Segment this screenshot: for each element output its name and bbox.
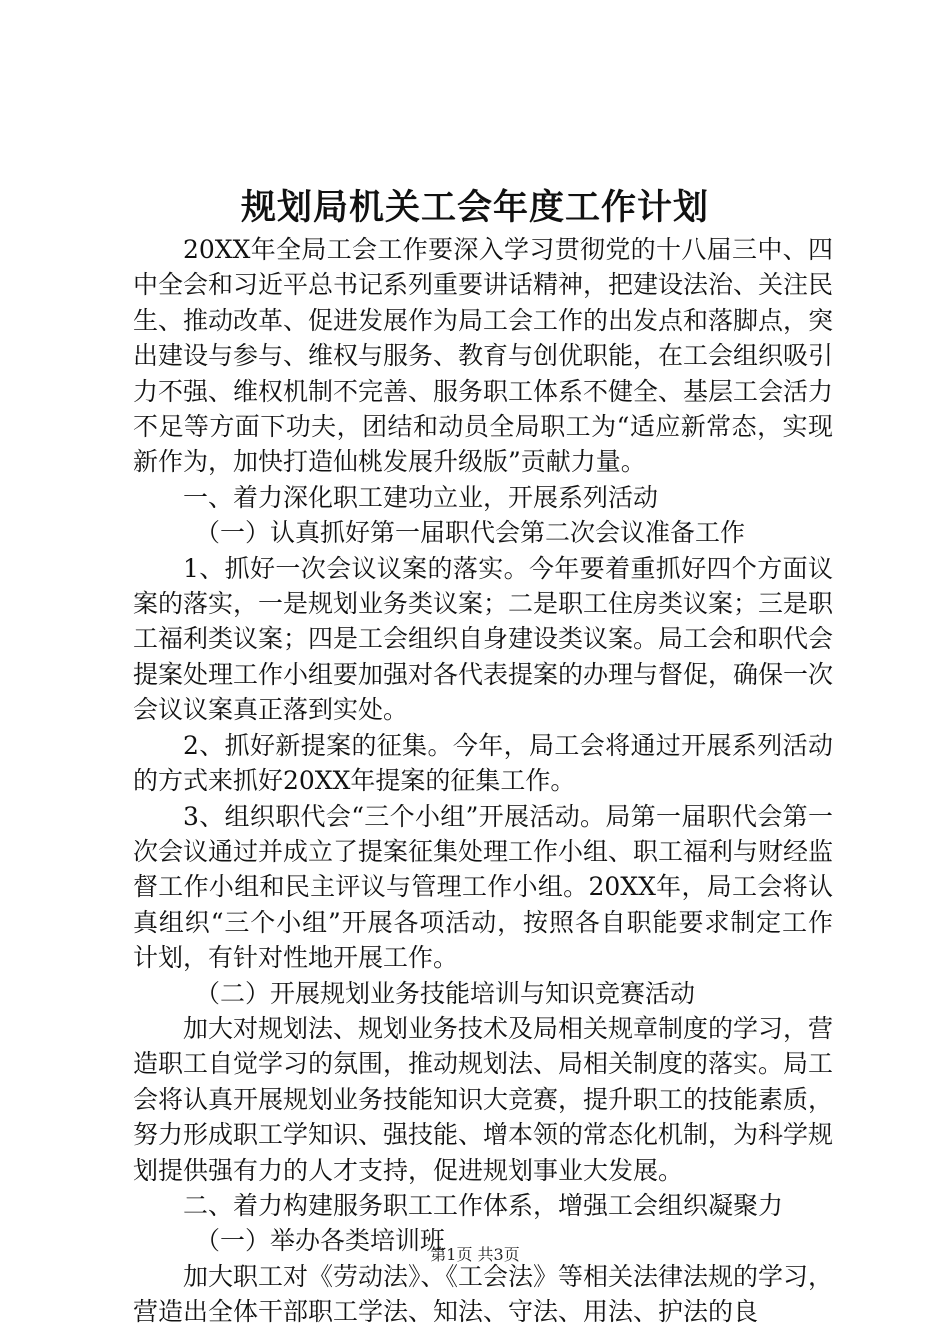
paragraph-item-3: 3、组织职代会“三个小组”开展活动。局第一届职代会第一次会议通过并成立了提案征集处理工作小组、职工福利与财经监督工作小组和民主评议与管理工作小组。20XX年，局工会将认真组织“三个小组”开展各项活动，按照各自职能要求制定工作计划，有针对性地开展工作。: [133, 801, 834, 973]
document-title: 规划局机关工会年度工作计划: [240, 187, 709, 228]
heading-subsection-2-1: （一）举办各类培训班: [195, 1226, 446, 1256]
heading-subsection-1-2: （二）开展规划业务技能培训与知识竞赛活动: [195, 978, 696, 1008]
page-footer: 第1页 共3页: [430, 1245, 520, 1264]
paragraph-intro: 20XX年全局工会工作要深入学习贯彻党的十八届三中、四中全会和习近平总书记系列重要讲话精神，把建设法治、关注民生、推动改革、促进发展作为局工会工作的出发点和落脚点，突出建设与参与、维权与服务、教育与创优职能，在工会组织吸引力不强、维权机制不完善、服务职工体系不健全、基层工会活力不足等方面下功夫，团结和动员全局职工为“适应新常态，实现新作为，加快打造仙桃发展升级版”贡献力量。: [133, 235, 834, 477]
paragraph-training: 加大对规划法、规划业务技术及局相关规章制度的学习，营造职工自觉学习的氛围，推动规划法、局相关制度的落实。局工会将认真开展规划业务技能知识大竞赛，提升职工的技能素质，努力形成职工学知识、强技能、增本领的常态化机制，为科学规划提供强有力的人才支持，促进规划事业大发展。: [133, 1013, 834, 1185]
paragraph-item-2: 2、抓好新提案的征集。今年，局工会将通过开展系列活动的方式来抓好20XX年提案的征集工作。: [133, 730, 833, 796]
paragraph-item-1: 1、抓好一次会议议案的落实。今年要着重抓好四个方面议案的落实，一是规划业务类议案；二是职工住房类议案；三是职工福利类议案；四是工会组织自身建设类议案。局工会和职代会提案处理工作小组要加强对各代表提案的办理与督促，确保一次会议议案真正落到实处。: [133, 553, 834, 725]
paragraph-law-study: 加大职工对《劳动法》、《工会法》等相关法律法规的学习，营造出全体干部职工学法、知法、守法、用法、护法的良: [133, 1261, 834, 1327]
heading-section-2: 二、着力构建服务职工工作体系，增强工会组织凝聚力: [183, 1190, 784, 1220]
heading-subsection-1-1: （一）认真抓好第一届职代会第二次会议准备工作: [195, 518, 746, 548]
document-body: [133, 232, 833, 1330]
heading-section-1: 一、着力深化职工建功立业，开展系列活动: [183, 482, 659, 512]
